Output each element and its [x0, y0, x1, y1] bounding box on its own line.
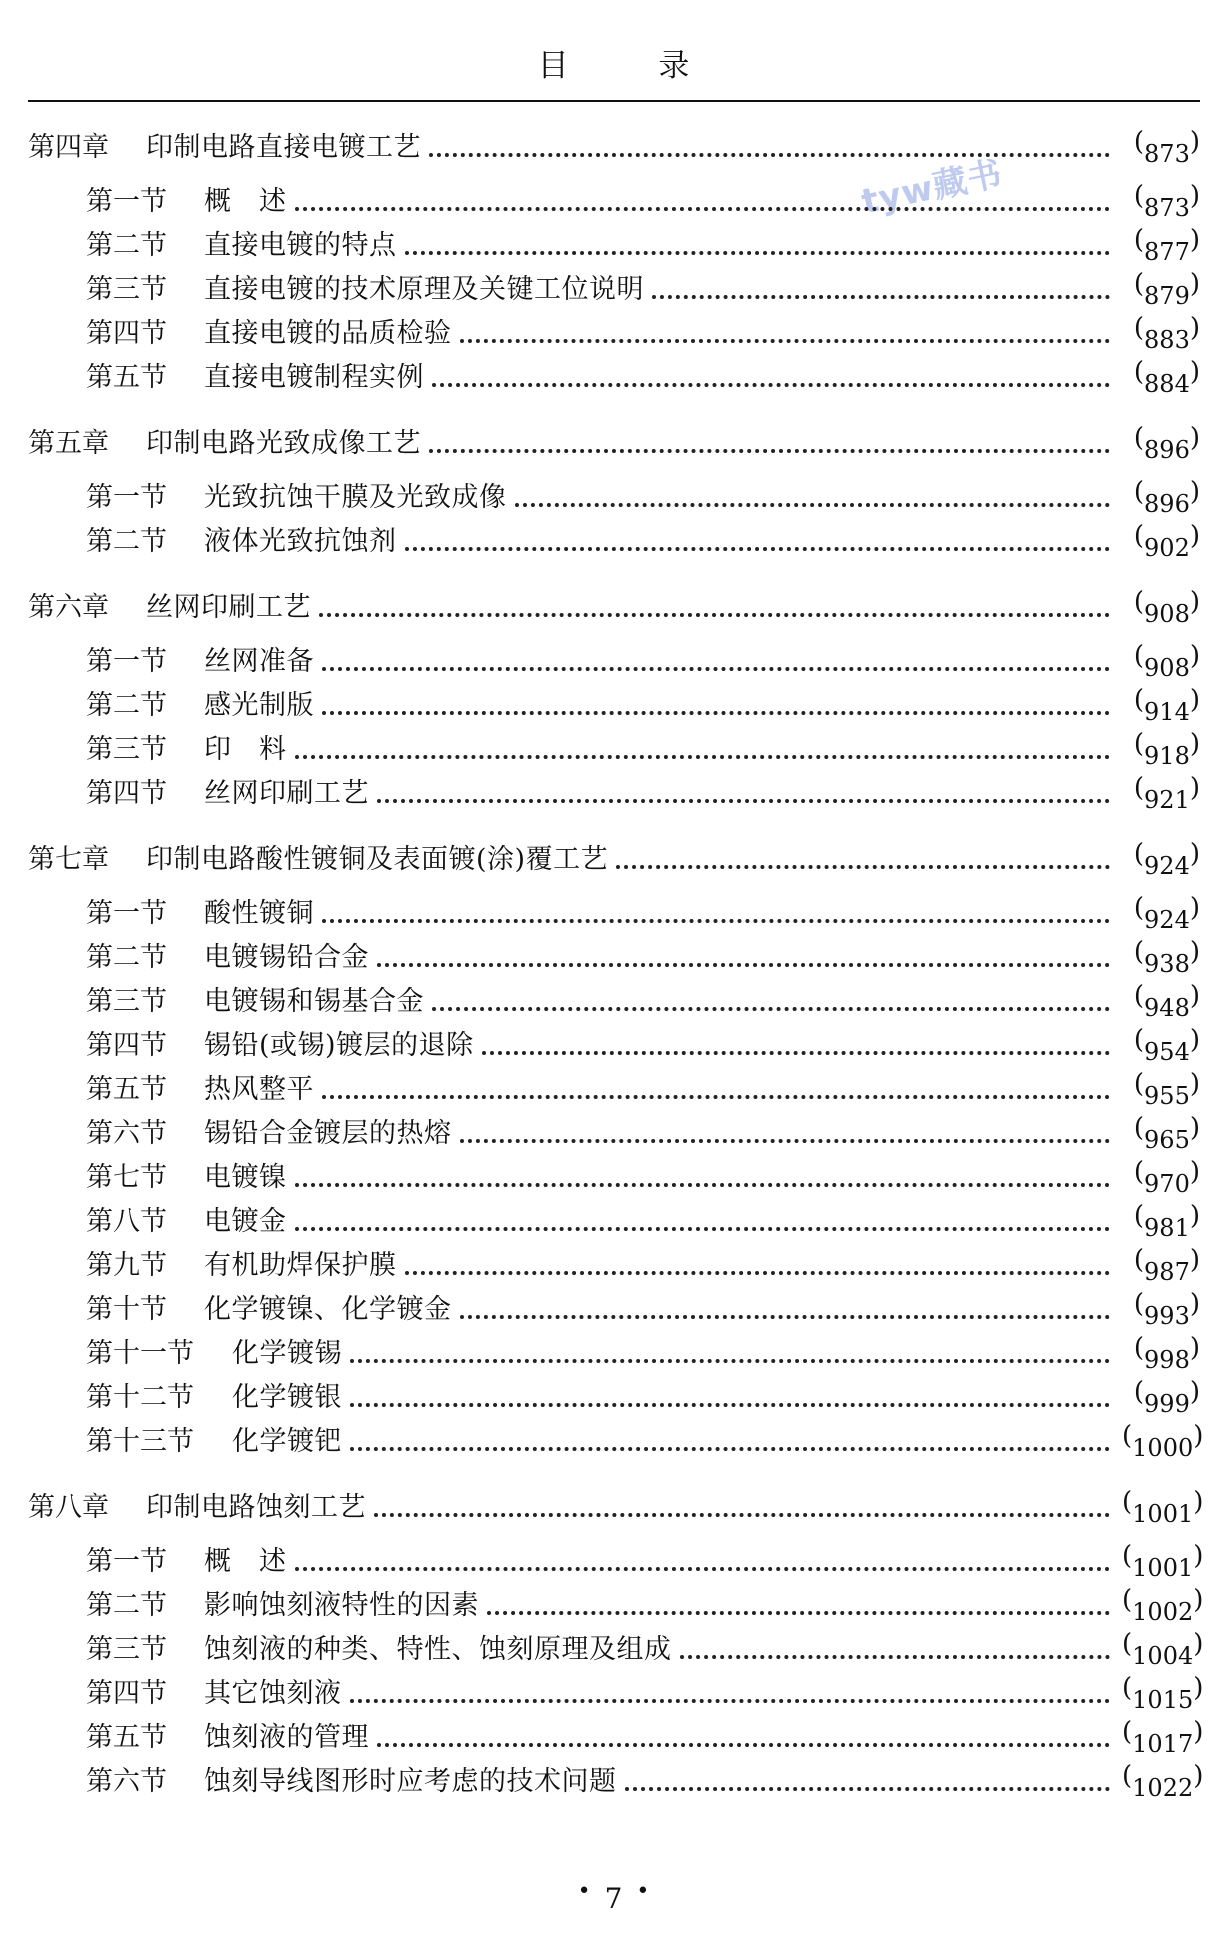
entry-title: 概 述: [204, 186, 287, 217]
toc-section-entry[interactable]: [28, 1152, 1200, 1196]
toc-section-entry[interactable]: [28, 976, 1200, 1020]
entry-page-number: (938): [1133, 937, 1200, 978]
page-value: 1001: [1132, 1500, 1194, 1528]
dot-leader: [460, 1315, 1111, 1319]
entry-number: 第七节: [86, 1162, 167, 1193]
toc-section-entry[interactable]: [28, 1536, 1204, 1582]
entry-title: 化学镀镍、化学镀金: [204, 1294, 452, 1325]
toc-section-entry[interactable]: [28, 1196, 1200, 1240]
entry-page-number: (908): [1133, 641, 1200, 682]
dot-leader: [405, 547, 1111, 551]
entry-title: 电镀金: [204, 1206, 287, 1237]
entry-page-number: (999): [1133, 1377, 1200, 1418]
dot-leader: [319, 613, 1110, 617]
entry-number: 第五节: [86, 1074, 167, 1105]
entry-page-number: (921): [1133, 773, 1200, 814]
entry-title: 丝网印刷工艺: [204, 778, 369, 809]
entry-title: 液体光致抗蚀剂: [204, 526, 397, 557]
page-footer: [0, 1879, 1227, 1915]
dot-leader: [625, 1787, 1111, 1791]
page-value: 948: [1144, 994, 1190, 1022]
dot-leader: [405, 251, 1111, 255]
dot-leader: [350, 1699, 1111, 1703]
entry-page-number: (924): [1133, 893, 1200, 934]
entry-title: 锡铅合金镀层的热熔: [204, 1118, 452, 1149]
entry-page-number: (1004): [1122, 1629, 1204, 1670]
dot-leader: [680, 1655, 1111, 1659]
entry-title: 光致抗蚀干膜及光致成像: [204, 482, 507, 513]
entry-page-number: (955): [1133, 1069, 1200, 1110]
dot-leader: [295, 1567, 1111, 1571]
entry-number: 第四节: [86, 1030, 167, 1061]
entry-title: 概 述: [204, 1546, 287, 1577]
toc-section-entry[interactable]: [28, 308, 1200, 352]
page-value: 924: [1144, 852, 1190, 880]
toc-section-entry[interactable]: [28, 1624, 1204, 1670]
entry-title: 化学镀锡: [232, 1338, 342, 1369]
table-of-contents: [28, 122, 1204, 1802]
toc-section-entry[interactable]: [28, 1328, 1200, 1372]
entry-number: 第一节: [86, 1546, 167, 1577]
page-value: 1004: [1132, 1642, 1194, 1670]
entry-number: 第一节: [86, 186, 167, 217]
entry-page-number: (998): [1133, 1333, 1200, 1374]
footer-dot-right: •: [636, 1879, 650, 1904]
toc-section-entry[interactable]: [28, 516, 1200, 560]
page-value: 998: [1144, 1346, 1190, 1374]
dot-leader: [487, 1611, 1110, 1615]
entry-number: 第十二节: [86, 1382, 194, 1413]
entry-page-number: (879): [1133, 269, 1200, 310]
toc-section-entry[interactable]: [28, 472, 1200, 516]
entry-page-number: (896): [1133, 477, 1200, 518]
dot-leader: [429, 153, 1110, 157]
page-value: 896: [1144, 436, 1190, 464]
entry-number: 第三节: [86, 1634, 167, 1665]
toc-section-entry[interactable]: [28, 1020, 1200, 1064]
entry-number: 第七章: [28, 844, 109, 875]
page-number: 7: [604, 1882, 623, 1915]
entry-page-number: (948): [1133, 981, 1200, 1022]
entry-title: 印制电路光致成像工艺: [146, 428, 421, 459]
toc-section-entry[interactable]: [28, 264, 1200, 308]
entry-title: 化学镀钯: [232, 1426, 342, 1457]
page-value: 954: [1144, 1038, 1190, 1066]
entry-number: 第六章: [28, 592, 109, 623]
entry-title: 酸性镀铜: [204, 898, 314, 929]
entry-number: 第六节: [86, 1118, 167, 1149]
entry-title: 印制电路直接电镀工艺: [146, 132, 421, 163]
page-value: 1017: [1132, 1730, 1194, 1758]
entry-number: 第五章: [28, 428, 109, 459]
entry-title: 直接电镀的技术原理及关键工位说明: [204, 274, 644, 305]
entry-page-number: (902): [1133, 521, 1200, 562]
entry-number: 第五节: [86, 1722, 167, 1753]
entry-number: 第二节: [86, 1590, 167, 1621]
dot-leader: [295, 1183, 1111, 1187]
entry-number: 第二节: [86, 230, 167, 261]
entry-title: 丝网准备: [204, 646, 314, 677]
dot-leader: [429, 449, 1110, 453]
toc-section-entry[interactable]: [28, 888, 1200, 932]
entry-number: 第十三节: [86, 1426, 194, 1457]
entry-page-number: (993): [1133, 1289, 1200, 1330]
entry-number: 第十一节: [86, 1338, 194, 1369]
entry-title: 其它蚀刻液: [204, 1678, 342, 1709]
entry-number: 第九节: [86, 1250, 167, 1281]
entry-title: 热风整平: [204, 1074, 314, 1105]
toc-section-entry[interactable]: [28, 768, 1200, 812]
toc-section-entry[interactable]: [28, 176, 1200, 220]
entry-number: 第一节: [86, 898, 167, 929]
toc-section-entry[interactable]: [28, 1756, 1204, 1802]
entry-title: 有机助焊保护膜: [204, 1250, 397, 1281]
entry-title: 丝网印刷工艺: [146, 592, 311, 623]
entry-page-number: (1001): [1122, 1541, 1204, 1582]
page-value: 981: [1144, 1214, 1190, 1242]
entry-page-number: (954): [1133, 1025, 1200, 1066]
dot-leader: [350, 1359, 1110, 1363]
entry-title: 蚀刻液的管理: [204, 1722, 369, 1753]
entry-page-number: (965): [1133, 1113, 1200, 1154]
watermark: tyw藏书: [858, 153, 1007, 223]
dot-leader: [432, 383, 1110, 387]
entry-number: 第三节: [86, 274, 167, 305]
entry-number: 第八章: [28, 1492, 109, 1523]
dot-leader: [460, 1139, 1111, 1143]
entry-page-number: (1015): [1122, 1673, 1204, 1714]
toc-section-entry[interactable]: [28, 1372, 1200, 1416]
dot-leader: [377, 1743, 1110, 1747]
toc-section-entry[interactable]: [28, 220, 1200, 264]
page-value: 884: [1144, 370, 1190, 398]
dot-leader: [322, 667, 1110, 671]
entry-number: 第一节: [86, 482, 167, 513]
dot-leader: [322, 711, 1110, 715]
dot-leader: [405, 1271, 1111, 1275]
page-value: 955: [1144, 1082, 1190, 1110]
toc-section-entry[interactable]: [28, 1108, 1200, 1152]
dot-leader: [295, 207, 1111, 211]
entry-title: 印制电路酸性镀铜及表面镀(涂)覆工艺: [146, 844, 609, 875]
toc-chapter-entry[interactable]: [28, 582, 1200, 626]
entry-title: 印制电路蚀刻工艺: [146, 1492, 366, 1523]
entry-title: 电镀锡铅合金: [204, 942, 369, 973]
dot-leader: [374, 1513, 1110, 1517]
toc-chapter-entry[interactable]: [28, 834, 1200, 878]
entry-page-number: (908): [1133, 587, 1200, 628]
entry-number: 第二节: [86, 942, 167, 973]
dot-leader: [350, 1447, 1110, 1451]
dot-leader: [460, 339, 1111, 343]
toc-section-entry[interactable]: [28, 1416, 1204, 1462]
entry-number: 第四节: [86, 318, 167, 349]
entry-number: 第四章: [28, 132, 109, 163]
toc-section-entry[interactable]: [28, 1064, 1200, 1108]
toc-section-entry[interactable]: [28, 636, 1200, 680]
dot-leader: [350, 1403, 1110, 1407]
page-value: 938: [1144, 950, 1190, 978]
entry-page-number: (987): [1133, 1245, 1200, 1286]
entry-number: 第四节: [86, 778, 167, 809]
page-value: 896: [1144, 490, 1190, 518]
toc-section-entry[interactable]: [28, 1668, 1204, 1714]
dot-leader: [377, 963, 1110, 967]
page-value: 908: [1144, 654, 1190, 682]
entry-page-number: (918): [1133, 729, 1200, 770]
page-value: 918: [1144, 742, 1190, 770]
dot-leader: [295, 1227, 1111, 1231]
page-value: 1015: [1132, 1686, 1194, 1714]
toc-section-entry[interactable]: [28, 932, 1200, 976]
entry-page-number: (1001): [1122, 1487, 1204, 1528]
entry-page-number: (981): [1133, 1201, 1200, 1242]
entry-number: 第一节: [86, 646, 167, 677]
entry-page-number: (1022): [1122, 1761, 1204, 1802]
entry-title: 化学镀银: [232, 1382, 342, 1413]
page-value: 1001: [1132, 1554, 1194, 1582]
entry-page-number: (1017): [1122, 1717, 1204, 1758]
dot-leader: [515, 503, 1111, 507]
toc-section-entry[interactable]: [28, 352, 1200, 396]
toc-chapter-entry[interactable]: [28, 1482, 1204, 1528]
entry-title: 锡铅(或锡)镀层的退除: [204, 1030, 474, 1061]
page-value: 908: [1144, 600, 1190, 628]
entry-page-number: (914): [1133, 685, 1200, 726]
entry-number: 第三节: [86, 734, 167, 765]
entry-number: 第十节: [86, 1294, 167, 1325]
entry-number: 第五节: [86, 362, 167, 393]
page-value: 1002: [1132, 1598, 1194, 1626]
entry-title: 直接电镀的品质检验: [204, 318, 452, 349]
toc-chapter-entry[interactable]: [28, 418, 1200, 462]
entry-page-number: (1002): [1122, 1585, 1204, 1626]
entry-title: 蚀刻导线图形时应考虑的技术问题: [204, 1766, 617, 1797]
page-value: 873: [1144, 140, 1190, 168]
toc-section-entry[interactable]: [28, 1240, 1200, 1284]
dot-leader: [482, 1051, 1110, 1055]
page-value: 873: [1144, 194, 1190, 222]
entry-number: 第六节: [86, 1766, 167, 1797]
entry-title: 印 料: [204, 734, 287, 765]
entry-title: 直接电镀的特点: [204, 230, 397, 261]
entry-page-number: (970): [1133, 1157, 1200, 1198]
page-value: 993: [1144, 1302, 1190, 1330]
dot-leader: [432, 1007, 1110, 1011]
dot-leader: [652, 295, 1110, 299]
entry-page-number: (873): [1133, 127, 1200, 168]
entry-title: 感光制版: [204, 690, 314, 721]
toc-section-entry[interactable]: [28, 724, 1200, 768]
entry-number: 第八节: [86, 1206, 167, 1237]
entry-page-number: (896): [1133, 423, 1200, 464]
dot-leader: [295, 755, 1111, 759]
page-value: 1000: [1132, 1434, 1194, 1462]
toc-section-entry[interactable]: [28, 680, 1200, 724]
page-value: 902: [1144, 534, 1190, 562]
dot-leader: [322, 919, 1110, 923]
entry-page-number: (884): [1133, 357, 1200, 398]
entry-page-number: (883): [1133, 313, 1200, 354]
page-value: 877: [1144, 238, 1190, 266]
entry-number: 第二节: [86, 690, 167, 721]
page-value: 965: [1144, 1126, 1190, 1154]
dot-leader: [616, 865, 1110, 869]
dot-leader: [322, 1095, 1110, 1099]
entry-title: 影响蚀刻液特性的因素: [204, 1590, 479, 1621]
entry-title: 直接电镀制程实例: [204, 362, 424, 393]
dot-leader: [377, 799, 1110, 803]
page-value: 999: [1144, 1390, 1190, 1418]
entry-number: 第四节: [86, 1678, 167, 1709]
page-value: 883: [1144, 326, 1190, 354]
page-value: 1022: [1132, 1774, 1194, 1802]
page-value: 924: [1144, 906, 1190, 934]
page-value: 970: [1144, 1170, 1190, 1198]
footer-dot-left: •: [577, 1879, 591, 1904]
toc-chapter-entry[interactable]: [28, 122, 1200, 166]
header-divider: [28, 100, 1200, 102]
page-title: 目 录: [537, 48, 730, 84]
entry-page-number: (877): [1133, 225, 1200, 266]
entry-title: 电镀镍: [204, 1162, 287, 1193]
page-value: 879: [1144, 282, 1190, 310]
entry-number: 第三节: [86, 986, 167, 1017]
page-value: 914: [1144, 698, 1190, 726]
entry-title: 蚀刻液的种类、特性、蚀刻原理及组成: [204, 1634, 672, 1665]
page-value: 987: [1144, 1258, 1190, 1286]
toc-section-entry[interactable]: [28, 1284, 1200, 1328]
entry-title: 电镀锡和锡基合金: [204, 986, 424, 1017]
toc-section-entry[interactable]: [28, 1712, 1204, 1758]
toc-section-entry[interactable]: [28, 1580, 1204, 1626]
page-value: 921: [1144, 786, 1190, 814]
entry-page-number: (873): [1133, 181, 1200, 222]
entry-page-number: (924): [1133, 839, 1200, 880]
entry-number: 第二节: [86, 526, 167, 557]
entry-page-number: (1000): [1122, 1421, 1204, 1462]
